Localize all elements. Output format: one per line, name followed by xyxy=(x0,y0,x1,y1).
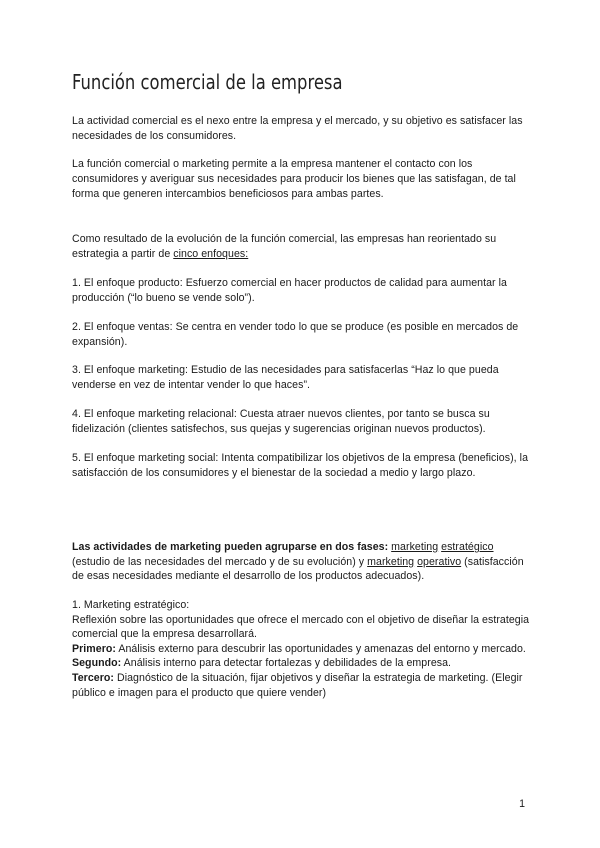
estrategico-desc: Reflexión sobre las oportunidades que ofrece el mercado con el objetivo de diseñar la estrategia comercial que la empresa desarrollará. xyxy=(72,613,530,641)
page-title: Función comercial de la empresa xyxy=(72,70,343,94)
enfoque-3: 3. El enfoque marketing: Estudio de las necesidades para satisfacerlas “Haz lo que pueda venderse en vez de intentar vender lo que haces”. xyxy=(72,364,499,392)
evolution-text: Como resultado de la evolución de la función comercial, las empresas han reorientado su estrategia a partir de xyxy=(72,233,497,261)
primero-text: Análisis externo para descubrir las oportunidades y amenazas del entorno y mercado. xyxy=(115,642,526,655)
operativo-term: operativo xyxy=(417,555,462,568)
primero-label: Primero: xyxy=(72,642,116,655)
fases-paragraph xyxy=(72,540,532,584)
cinco-enfoques-link: cinco enfoques: xyxy=(173,248,249,261)
marketing-term-1: marketing xyxy=(391,541,439,553)
estrategico-term: estratégico xyxy=(441,541,494,553)
estrategico-heading: 1. Marketing estratégico: xyxy=(72,599,190,611)
enfoque-2: 2. El enfoque ventas: Se centra en vender todo lo que se produce (es posible en mercados de expansión). xyxy=(72,321,519,349)
fases-desc-1: (estudio de las necesidades del mercado y de su evolución) y xyxy=(72,555,365,568)
marketing-term-2: marketing xyxy=(367,555,415,568)
enfoque-1: 1. El enfoque producto: Esfuerzo comercial en hacer productos de calidad para aumentar la producción (“lo bueno se vende solo”). xyxy=(72,277,507,305)
segundo-item xyxy=(72,656,532,671)
fases-desc-2: (satisfacción de esas necesidades mediante el desarrollo de los productos adecuados). xyxy=(72,555,524,583)
primero-item xyxy=(72,642,532,657)
tercero-item xyxy=(72,671,532,700)
marketing-estrategico-section xyxy=(72,598,532,700)
segundo-text: Análisis interno para detectar fortalezas y debilidades de la empresa. xyxy=(121,657,452,670)
evolution-paragraph xyxy=(72,232,532,262)
enfoque-5: 5. El enfoque marketing social: Intenta compatibilizar los objetivos de la empresa (beneficios), la satisfacción de los consumidores y el bienestar de la sociedad a medio y largo plazo. xyxy=(72,452,529,480)
tercero-text: Diagnóstico de la situación, fijar objetivos y diseñar la estrategia de marketing. (Elegir público e imagen para el producto que quiere vender) xyxy=(72,671,523,699)
tercero-label: Tercero: xyxy=(72,671,115,684)
segundo-label: Segundo: xyxy=(72,657,122,670)
enfoque-4: 4. El enfoque marketing relacional: Cuesta atraer nuevos clientes, por tanto se busca su fidelización (clientes satisfechos, sus quejas y sugerencias originan nuevos productos). xyxy=(72,408,490,436)
page-number: 1 xyxy=(519,798,525,810)
intro-paragraph-2: La función comercial o marketing permite a la empresa mantener el contacto con los consumidores y averiguar sus necesidades para producir los bienes que las satisfagan, de tal forma que generen intercambios beneficiosos para ambas partes. xyxy=(72,158,516,201)
intro-paragraph-1: La actividad comercial es el nexo entre la empresa y el mercado, y su objetivo es satisfacer las necesidades de los consumidores. xyxy=(72,115,523,143)
fases-heading: Las actividades de marketing pueden agruparse en dos fases: xyxy=(72,541,389,553)
